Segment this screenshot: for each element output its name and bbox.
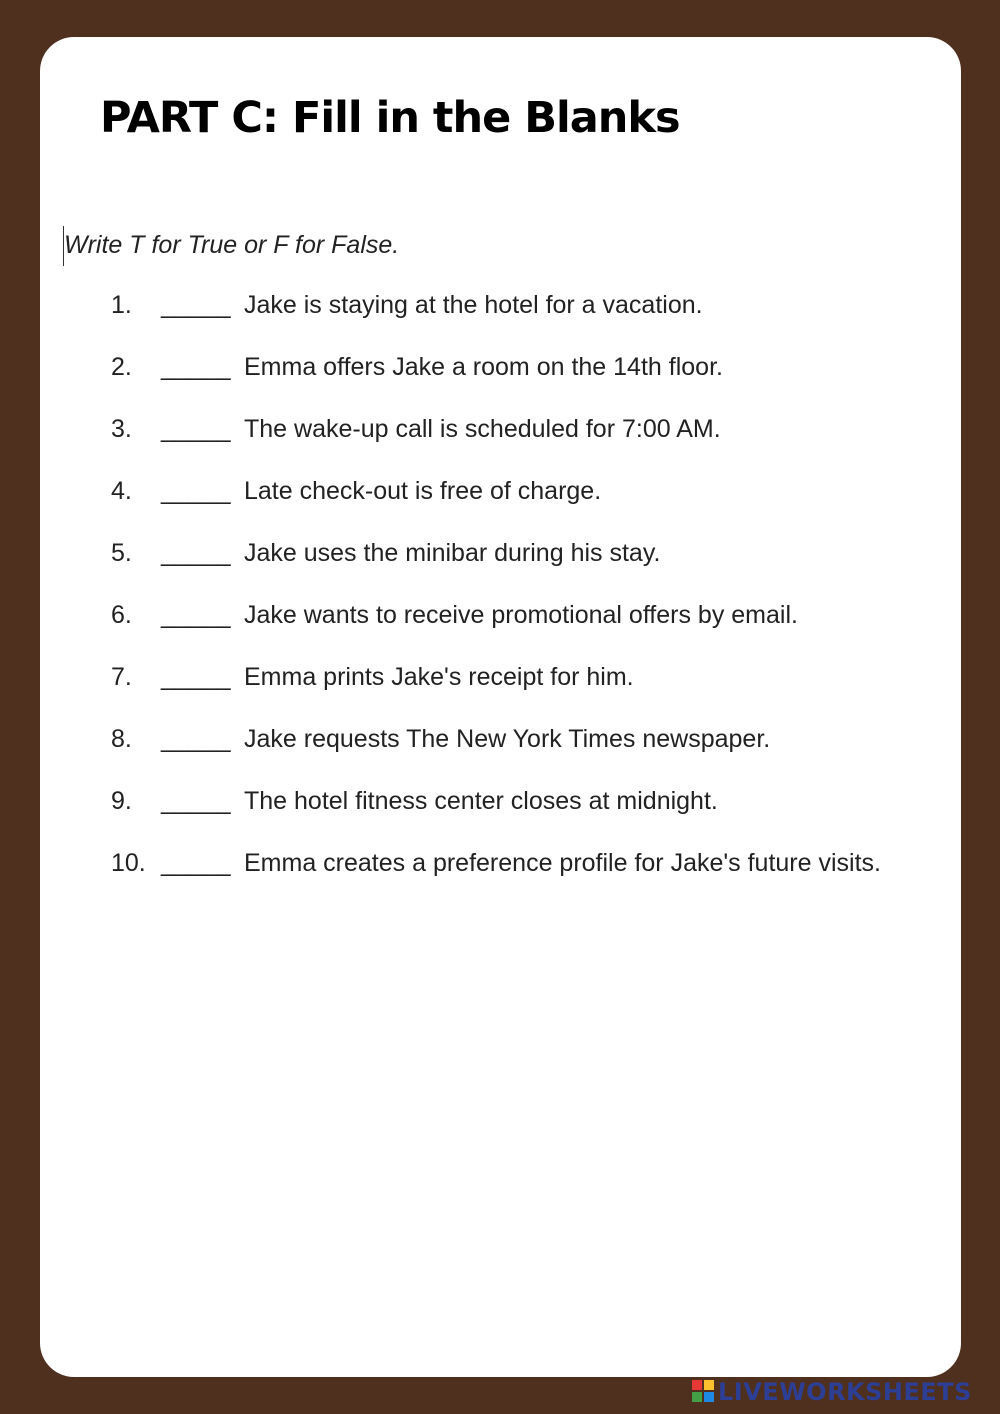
answer-blank[interactable]: _____: [161, 477, 231, 505]
answer-blank[interactable]: _____: [161, 415, 231, 443]
question-number: 4.: [111, 477, 132, 505]
answer-blank[interactable]: _____: [161, 601, 231, 629]
question-number: 6.: [111, 601, 132, 629]
liveworksheets-logo-icon: [692, 1380, 714, 1402]
logo-text: LIVEWORKSHEETS: [718, 1378, 972, 1406]
question-text: Emma creates a preference profile for Jake's future visits.: [244, 849, 881, 877]
liveworksheets-logo[interactable]: [692, 1378, 992, 1408]
answer-blank[interactable]: _____: [161, 663, 231, 691]
question-number: 5.: [111, 539, 132, 567]
instructions: Write T for True or F for False.: [64, 231, 400, 259]
question-text: The wake-up call is scheduled for 7:00 AM.: [244, 415, 721, 443]
page-title: PART C: Fill in the Blanks: [100, 93, 680, 143]
question-number: 7.: [111, 663, 132, 691]
question-text: The hotel fitness center closes at midnight.: [244, 787, 718, 815]
question-text: Jake wants to receive promotional offers by email.: [244, 601, 798, 629]
question-text: Jake requests The New York Times newspaper.: [244, 725, 771, 753]
answer-blank[interactable]: _____: [161, 849, 231, 877]
question-number: 2.: [111, 353, 132, 381]
question-text: Jake uses the minibar during his stay.: [244, 539, 661, 567]
answer-blank[interactable]: _____: [161, 725, 231, 753]
question-number: 8.: [111, 725, 132, 753]
answer-blank[interactable]: _____: [161, 291, 231, 319]
question-number: 1.: [111, 291, 132, 319]
answer-blank[interactable]: _____: [161, 353, 231, 381]
worksheet-card: [40, 37, 961, 1377]
question-text: Emma prints Jake's receipt for him.: [244, 663, 634, 691]
answer-blank[interactable]: _____: [161, 539, 231, 567]
answer-blank[interactable]: _____: [161, 787, 231, 815]
question-text: Emma offers Jake a room on the 14th floor.: [244, 353, 723, 381]
question-text: Late check-out is free of charge.: [244, 477, 602, 505]
question-number: 3.: [111, 415, 132, 443]
question-number: 10.: [111, 849, 146, 877]
question-number: 9.: [111, 787, 132, 815]
question-text: Jake is staying at the hotel for a vacation.: [244, 291, 703, 319]
